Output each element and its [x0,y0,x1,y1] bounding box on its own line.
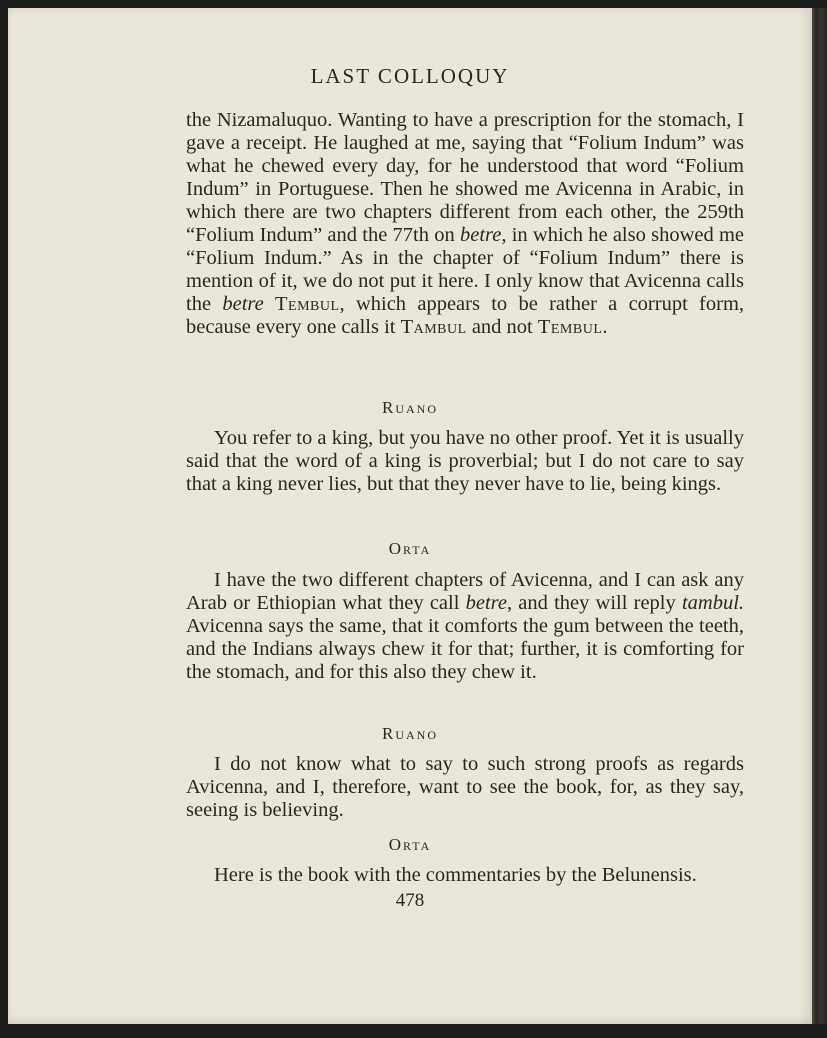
text-run: , and they will reply [506,592,682,614]
small-caps-term: Tembul [537,316,603,338]
paragraph-ruano-1 [186,427,744,496]
small-caps-term: Tambul [400,316,467,338]
paragraph-text [186,109,744,339]
speaker-heading: Orta [388,539,432,558]
paragraph-text: You refer to a king, but you have no other proof. Yet it is usually said that the word of a king is proverbial; but I do not care to say that a king never lies, but that they never have to lie, being kings. [186,427,744,495]
text-run: the Nizamaluquo. Wanting to have a prescription for the stomach, I gave a receipt. He laughed at me, saying that “Folium Indum” was what he chewed every day, for he understood that word “Folium Indum” in Portuguese. Then he showed me Avicenna in Arabic, in which there are two chapters different from each other, the 259th “Folium Indum” and the 77th on [186,109,744,246]
paragraph-orta-1 [186,569,744,684]
book-page [8,8,812,1024]
speaker-heading: Ruano [381,724,438,743]
small-caps-term: Tembul [275,293,340,315]
paragraph-text: Here is the book with the commentaries by the Belunensis. [214,864,697,886]
speaker-heading: Orta [388,835,432,854]
running-head: LAST COLLOQUY [310,64,510,88]
paragraph-ruano-2 [186,753,744,822]
paragraph-text: I do not know what to say to such strong proofs as regards Avicenna, and I, therefore, want to see the book, for, as they say, seeing is believing. [186,753,744,821]
text-run: Avicenna says the same, that it comforts the gum between the teeth, and the Indians always chew it for that; further, it is comforting for the stomach, and for this also they chew it. [186,615,744,683]
speaker-heading: Ruano [381,398,438,417]
book-edge [812,8,827,1024]
text-run: I have the two different chapters of Avicenna, and I can ask any Arab or Ethiopian what they call [186,569,744,614]
paragraph-continuation [186,109,744,339]
text-run: . [602,316,608,338]
paragraph-text [186,569,744,684]
page-number: 478 [395,890,425,911]
text-run: , in which he also showed me “Folium Indum.” As in the chapter of “Folium Indum” there is mention of it, we do not put it here. I only know that Avicenna calls the [186,224,745,315]
text-run: , which appears to be rather a corrupt form, because every one calls it [186,293,745,338]
italic-term: betre [465,592,507,614]
text-run: and not [466,316,538,338]
italic-term: tambul. [681,592,745,614]
italic-term: betre [459,224,502,246]
italic-term: betre [222,293,264,315]
paragraph-orta-2 [186,864,744,887]
